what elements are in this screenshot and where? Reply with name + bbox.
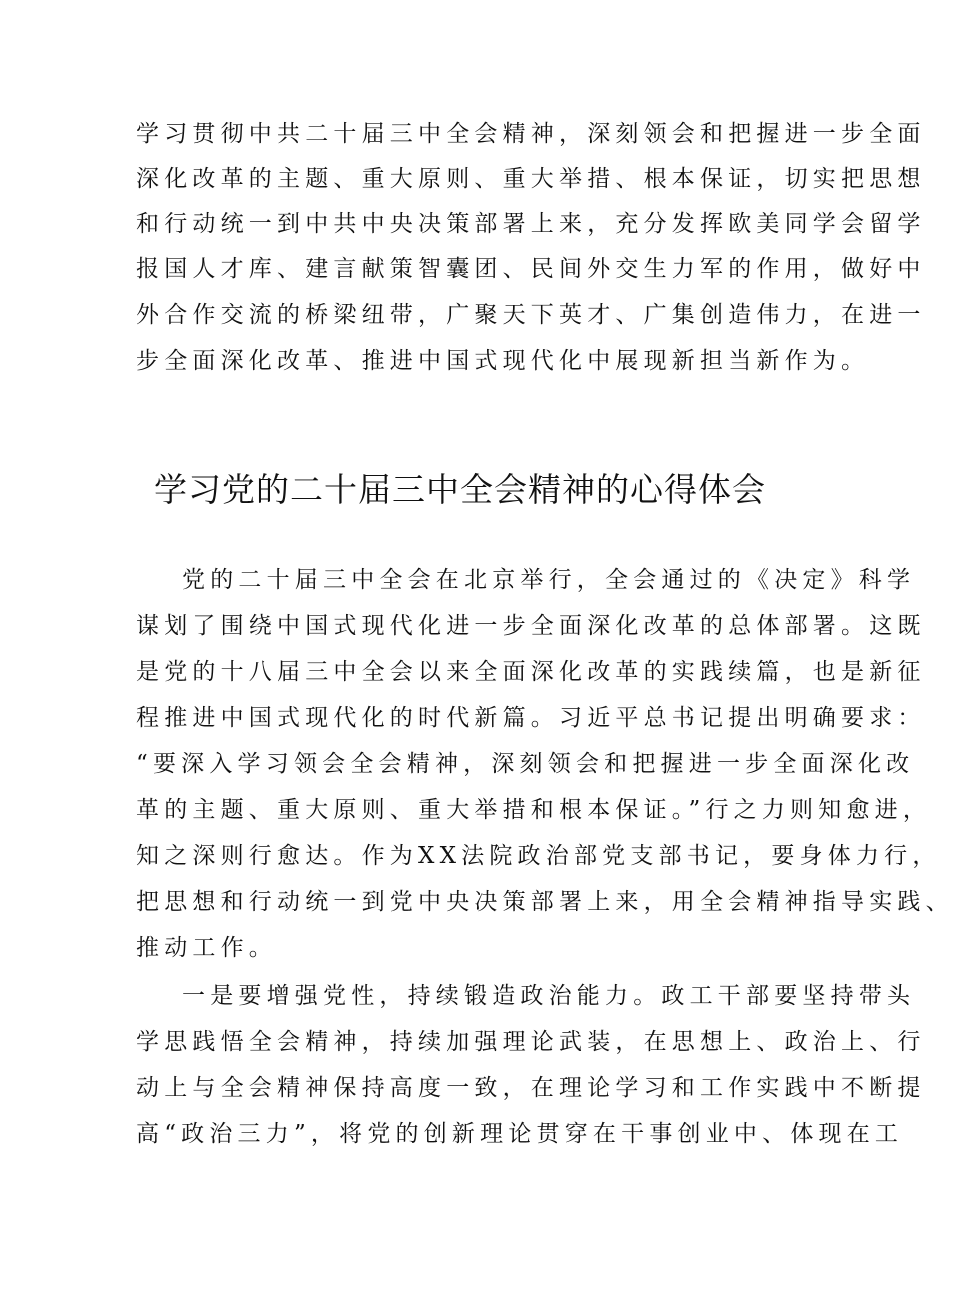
text-line: 外合作交流的桥梁纽带，广聚天下英才、广集创造伟力，在进一 bbox=[136, 302, 926, 328]
text-line: 报国人才库、建言献策智囊团、民间外交生力军的作用，做好中 bbox=[136, 256, 926, 282]
text-line: 革的主题、重大原则、重大举措和根本保证。”行之力则知愈进， bbox=[136, 797, 932, 823]
text-line: 学习贯彻中共二十届三中全会精神，深刻领会和把握进一步全面 bbox=[136, 121, 926, 147]
text-line: 把思想和行动统一到党中央决策部署上来，用全会精神指导实践、 bbox=[136, 889, 954, 915]
text-line: 推动工作。 bbox=[136, 935, 277, 961]
text-line: 党的二十届三中全会在北京举行，全会通过的《决定》科学 bbox=[182, 567, 916, 593]
text-line: “要深入学习领会全会精神，深刻领会和把握进一步全面深化改 bbox=[136, 751, 915, 777]
text-line: 深化改革的主题、重大原则、重大举措、根本保证，切实把思想 bbox=[136, 166, 926, 192]
text-line: 是党的十八届三中全会以来全面深化改革的实践续篇，也是新征 bbox=[136, 659, 926, 685]
text-line: 程推进中国式现代化的时代新篇。习近平总书记提出明确要求： bbox=[136, 705, 926, 731]
text-line: 高“政治三力”，将党的创新理论贯穿在干事创业中、体现在工 bbox=[136, 1121, 904, 1147]
text-line: 学思践悟全会精神，持续加强理论武装，在思想上、政治上、行 bbox=[136, 1029, 926, 1055]
text-line: 一是要增强党性，持续锻造政治能力。政工干部要坚持带头 bbox=[182, 983, 916, 1009]
article-title: 学习党的二十届三中全会精神的心得体会 bbox=[154, 470, 766, 509]
text-line: 步全面深化改革、推进中国式现代化中展现新担当新作为。 bbox=[136, 348, 870, 374]
text-line: 和行动统一到中共中央决策部署上来，充分发挥欧美同学会留学 bbox=[136, 211, 926, 237]
text-line: 动上与全会精神保持高度一致，在理论学习和工作实践中不断提 bbox=[136, 1075, 926, 1101]
text-line: 知之深则行愈达。作为XX法院政治部党支部书记，要身体力行， bbox=[136, 843, 941, 869]
text-line: 谋划了围绕中国式现代化进一步全面深化改革的总体部署。这既 bbox=[136, 613, 926, 639]
